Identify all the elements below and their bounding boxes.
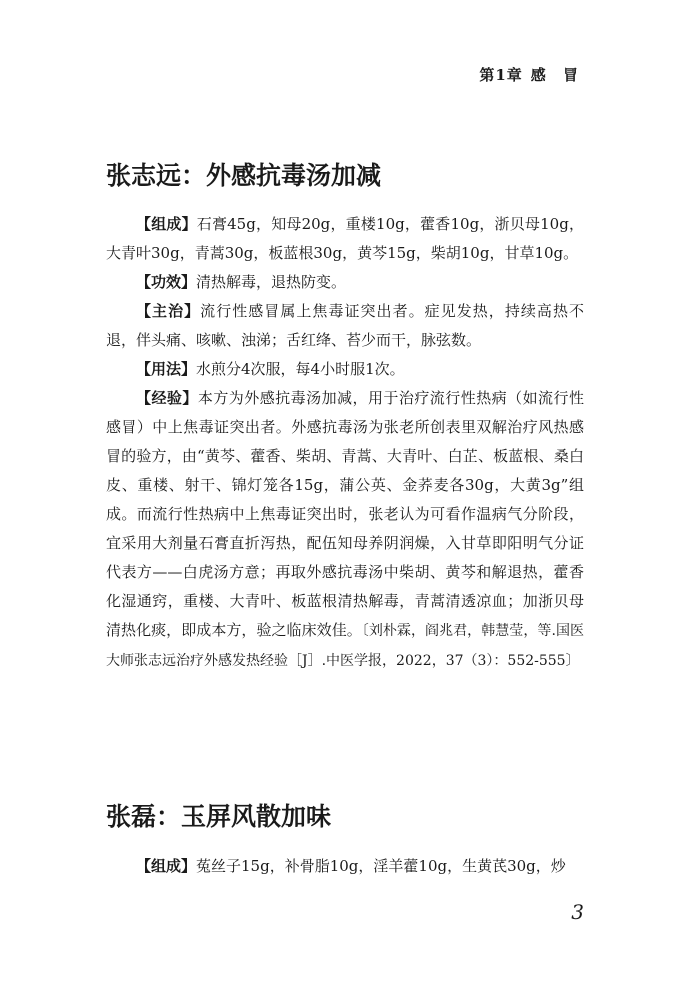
paragraph-usage	[106, 355, 584, 384]
paragraph-indication	[106, 297, 584, 355]
paragraph-text: 清热解毒，退热防变。	[196, 273, 347, 291]
paragraph-label: 【经验】	[136, 389, 198, 407]
section-title: 张磊：玉屏风散加味	[106, 802, 332, 831]
paragraph-text: 流行性感冒属上焦毒证突出者。症见发热，持续高热不退，伴头痛、咳嗽、浊涕；舌红绛、苔少而干，脉弦数。	[106, 302, 584, 349]
paragraph-text: 石膏45g，知母20g，重楼10g，藿香10g，浙贝母10g，大青叶30g，青蒿30g，板蓝根30g，黄芩15g，柴胡10g，甘草10g。	[106, 215, 584, 262]
paragraph-label: 【组成】	[136, 857, 197, 875]
page-number: 3	[571, 900, 584, 924]
paragraph-efficacy	[106, 268, 584, 297]
section-body	[106, 852, 584, 881]
paragraph-label: 【功效】	[136, 273, 197, 291]
section-title: 张志远：外感抗毒汤加减	[106, 161, 382, 190]
paragraph-text: 水煎分4次服，每4小时服1次。	[196, 360, 405, 378]
paragraph-composition	[106, 210, 584, 268]
paragraph-label: 【组成】	[136, 215, 197, 233]
chapter-number: 第1章	[479, 66, 523, 84]
chapter-name: 感 冒	[530, 66, 584, 84]
running-header	[479, 64, 584, 85]
paragraph-experience	[106, 384, 584, 676]
citation: 〔刘朴霖，阎兆君，韩慧莹，等.国医大师张志远治疗外感发热经验［J］.中医学报，2022，37（3）：552-555〕	[106, 623, 584, 669]
paragraph-label: 【主治】	[136, 302, 201, 320]
paragraph-label: 【用法】	[136, 360, 197, 378]
paragraph-text: 本方为外感抗毒汤加减，用于治疗流行性热病（如流行性感冒）中上焦毒证突出者。外感抗毒汤为张老所创表里双解治疗风热感冒的验方，由“黄芩、藿香、柴胡、青蒿、大青叶、白芷、板蓝根、桑白皮、重楼、射干、锦灯笼各15g，蒲公英、金荞麦各30g，大黄3g”组成。而流行性热病中上焦毒证突出时，张老认为可看作温病气分阶段，宜采用大剂量石膏直折泻热，配伍知母养阴润燥，入甘草即阳明气分证代表方——白虎汤方意；再取外感抗毒汤中柴胡、黄芩和解退热，藿香化湿通窍，重楼、大青叶、板蓝根清热解毒，青蒿清透凉血；加浙贝母清热化痰，即成本方，验之临床效佳。	[106, 389, 584, 639]
paragraph-text: 菟丝子15g，补骨脂10g，淫羊藿10g，生黄芪30g，炒	[196, 857, 566, 875]
paragraph-composition	[106, 852, 584, 881]
section-body	[106, 210, 584, 676]
